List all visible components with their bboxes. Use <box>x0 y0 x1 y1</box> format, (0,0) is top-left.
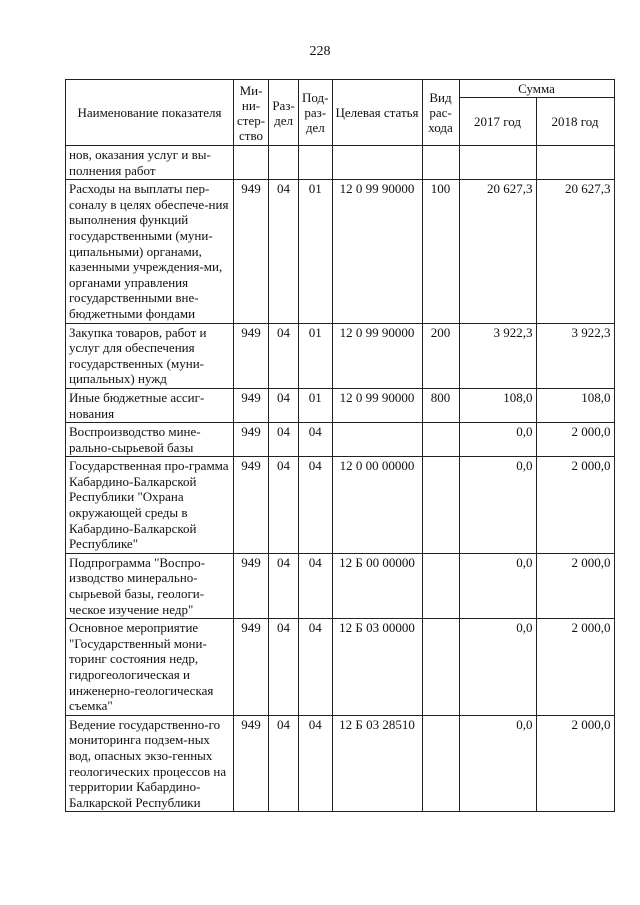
row-subsection: 04 <box>299 715 332 812</box>
header-sum: Сумма <box>459 80 614 98</box>
row-subsection: 04 <box>299 457 332 554</box>
row-2017: 0,0 <box>459 423 536 457</box>
row-ministry <box>234 146 269 180</box>
row-target: 12 0 99 90000 <box>332 323 422 388</box>
row-target: 12 0 00 00000 <box>332 457 422 554</box>
row-2018: 3 922,3 <box>536 323 614 388</box>
row-section: 04 <box>269 457 299 554</box>
row-subsection: 01 <box>299 180 332 323</box>
table-row <box>66 146 615 180</box>
row-ministry: 949 <box>234 423 269 457</box>
row-target: 12 Б 00 00000 <box>332 553 422 618</box>
table-row <box>66 388 615 422</box>
row-section: 04 <box>269 323 299 388</box>
row-name: нов, оказания услуг и вы-полнения работ <box>66 146 234 180</box>
row-subsection: 04 <box>299 553 332 618</box>
row-name: Основное мероприятие "Государственный мони-торинг состояния недр, гидрогеологическая и инженерно-геологическая съемка" <box>66 619 234 716</box>
header-name: Наименование показателя <box>66 80 234 146</box>
row-target <box>332 423 422 457</box>
row-2018: 20 627,3 <box>536 180 614 323</box>
row-target: 12 Б 03 00000 <box>332 619 422 716</box>
table-row <box>66 715 615 812</box>
budget-table <box>65 79 615 812</box>
row-expense-type <box>422 457 459 554</box>
row-ministry: 949 <box>234 180 269 323</box>
row-2018 <box>536 146 614 180</box>
table-row <box>66 323 615 388</box>
row-expense-type <box>422 619 459 716</box>
row-2017: 0,0 <box>459 457 536 554</box>
row-name: Воспроизводство мине-рально-сырьевой базы <box>66 423 234 457</box>
row-expense-type <box>422 423 459 457</box>
row-2018: 2 000,0 <box>536 553 614 618</box>
header-subsection: Под-раз-дел <box>299 80 332 146</box>
row-section: 04 <box>269 553 299 618</box>
row-name: Подпрограмма "Воспро-изводство минерально-сырьевой базы, геологи-ческое изучение недр" <box>66 553 234 618</box>
row-section: 04 <box>269 715 299 812</box>
row-expense-type: 800 <box>422 388 459 422</box>
row-2018: 2 000,0 <box>536 619 614 716</box>
header-target: Целевая статья <box>332 80 422 146</box>
row-name: Расходы на выплаты пер-соналу в целях обеспече-ния выполнения функций государственными (муни-ципальными) органами, казенными учреждения-ми, органами управления государственными вне-бюджетными фондами <box>66 180 234 323</box>
row-target: 12 0 99 90000 <box>332 388 422 422</box>
row-2017: 20 627,3 <box>459 180 536 323</box>
row-ministry: 949 <box>234 388 269 422</box>
row-expense-type <box>422 553 459 618</box>
row-section: 04 <box>269 180 299 323</box>
row-target <box>332 146 422 180</box>
row-2017: 0,0 <box>459 553 536 618</box>
row-subsection <box>299 146 332 180</box>
row-2017: 0,0 <box>459 619 536 716</box>
row-expense-type: 100 <box>422 180 459 323</box>
table-row <box>66 553 615 618</box>
row-2017: 0,0 <box>459 715 536 812</box>
row-name: Иные бюджетные ассиг-нования <box>66 388 234 422</box>
page-number: 228 <box>309 44 331 59</box>
row-2018: 2 000,0 <box>536 457 614 554</box>
header-2018: 2018 год <box>536 98 614 146</box>
row-subsection: 01 <box>299 388 332 422</box>
row-name: Закупка товаров, работ и услуг для обеспечения государственных (муни-ципальных) нужд <box>66 323 234 388</box>
row-section: 04 <box>269 388 299 422</box>
row-subsection: 04 <box>299 423 332 457</box>
table-row <box>66 423 615 457</box>
row-2017: 108,0 <box>459 388 536 422</box>
header-expense-type: Вид рас-хода <box>422 80 459 146</box>
row-2017: 3 922,3 <box>459 323 536 388</box>
row-target: 12 Б 03 28510 <box>332 715 422 812</box>
row-expense-type <box>422 146 459 180</box>
header-section: Раз-дел <box>269 80 299 146</box>
row-ministry: 949 <box>234 715 269 812</box>
row-subsection: 04 <box>299 619 332 716</box>
row-ministry: 949 <box>234 323 269 388</box>
row-2018: 108,0 <box>536 388 614 422</box>
row-section <box>269 146 299 180</box>
table-row <box>66 457 615 554</box>
row-target: 12 0 99 90000 <box>332 180 422 323</box>
row-ministry: 949 <box>234 619 269 716</box>
row-2018: 2 000,0 <box>536 423 614 457</box>
header-2017: 2017 год <box>459 98 536 146</box>
row-name: Ведение государственно-го мониторинга подзем-ных вод, опасных экзо-генных геологических процессов на территории Кабардино-Балкарской Республики <box>66 715 234 812</box>
row-ministry: 949 <box>234 457 269 554</box>
row-name: Государственная про-грамма Кабардино-Балкарской Республики "Охрана окружающей среды в Кабардино-Балкарской Республике" <box>66 457 234 554</box>
row-2018: 2 000,0 <box>536 715 614 812</box>
row-expense-type <box>422 715 459 812</box>
table-row <box>66 619 615 716</box>
header-ministry: Ми-ни-стер-ство <box>234 80 269 146</box>
row-subsection: 01 <box>299 323 332 388</box>
row-ministry: 949 <box>234 553 269 618</box>
row-section: 04 <box>269 423 299 457</box>
row-section: 04 <box>269 619 299 716</box>
row-expense-type: 200 <box>422 323 459 388</box>
row-2017 <box>459 146 536 180</box>
table-row <box>66 180 615 323</box>
